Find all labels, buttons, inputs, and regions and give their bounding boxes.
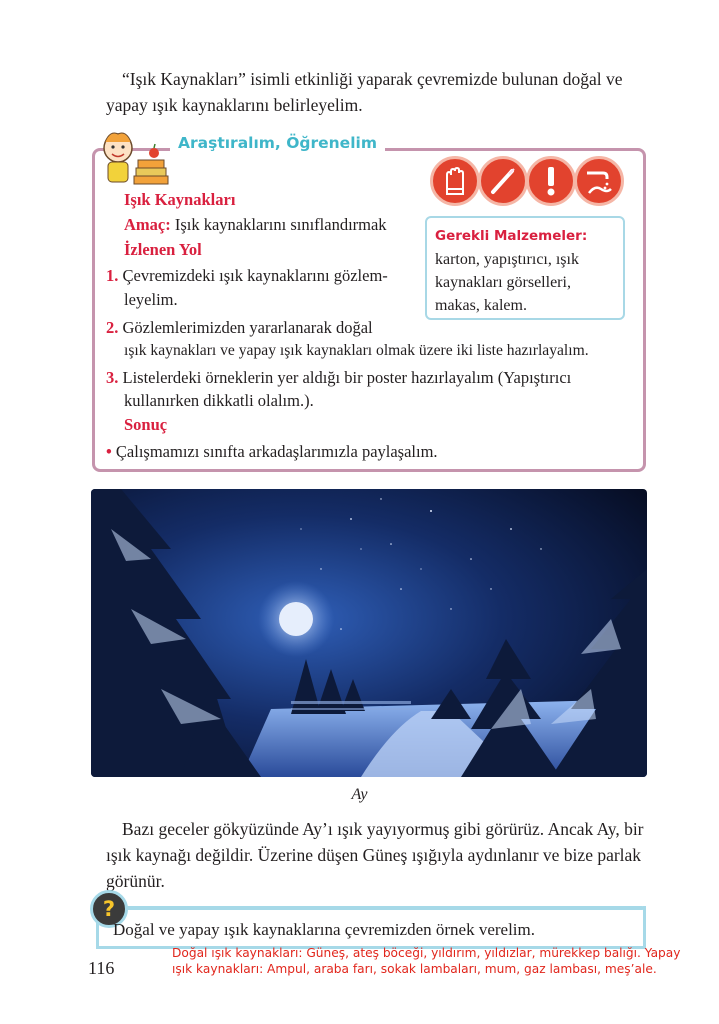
result-line <box>106 440 438 464</box>
page-number: 116 <box>88 958 115 978</box>
result-text: Çalışmamızı sınıfta arkadaşlarımızla paylaşalım. <box>115 442 438 461</box>
aim-label: Amaç: <box>124 215 171 234</box>
intro-paragraph: “Işık Kaynakları” isimli etkinliği yaparak çevremizde bulunan doğal ve yapay ışık kaynaklarını belirleyelim. <box>106 69 623 115</box>
question-text: Doğal ve yapay ışık kaynaklarına çevremizden örnek verelim. <box>113 920 535 939</box>
moon-forest-photo <box>91 489 647 777</box>
step-3 <box>106 366 571 390</box>
activity-title: Işık Kaynakları <box>124 190 236 209</box>
question-box-border <box>112 906 644 910</box>
materials-text: karton, yapıştırıcı, ışık kaynakları görselleri, makas, kalem. <box>435 251 579 314</box>
materials-box <box>425 216 625 320</box>
image-caption: Ay <box>351 786 368 803</box>
cutter-icon <box>478 156 528 206</box>
materials-label: Gerekli Malzemeler: <box>435 228 588 244</box>
gloves-icon <box>430 156 480 206</box>
aim-text: Işık kaynaklarını sınıflandırmak <box>170 215 387 234</box>
activity-tab-title: Araştıralım, Öğrenelim <box>170 134 385 152</box>
step-2 <box>106 316 373 340</box>
question-box-border <box>643 906 646 948</box>
step-text: Gözlemlerimizden yararlanarak doğal <box>122 318 373 337</box>
kid-with-books-icon <box>96 128 172 190</box>
warning-icon <box>526 156 576 206</box>
step-number: 3. <box>106 368 119 387</box>
handwritten-answer: Doğal ışık kaynakları: Güneş, ateş böceği, yıldırım, yıldızlar, mürekkep balığı. Yapay ışık kaynakları: Ampul, araba farı, sokak lambaları, mum, gaz lambası, meş’ale. <box>172 946 681 976</box>
step-number: 2. <box>106 318 119 337</box>
step-1 <box>106 264 388 288</box>
aim-line <box>124 213 387 237</box>
bullet: • <box>106 442 112 461</box>
moon-paragraph: Bazı geceler gökyüzünde Ay’ı ışık yayıyormuş gibi görürüz. Ancak Ay, bir ışık kaynağı değildir. Üzerine düşen Güneş ışığıyla aydınlanır ve bize parlak görünür. <box>106 819 644 891</box>
step-text: Listelerdeki örneklerin yer aldığı bir poster hazırlayalım (Yapıştırıcı <box>122 368 572 387</box>
procedure-label: İzlenen Yol <box>124 240 202 259</box>
question-mark-icon: ? <box>90 890 128 928</box>
step-2-cont: ışık kaynakları ve yapay ışık kaynakları olmak üzere iki liste hazırlayalım. <box>124 342 589 359</box>
step-3-cont: kullanırken dikkatli olalım.). <box>124 391 314 410</box>
step-number: 1. <box>106 266 119 285</box>
result-label: Sonuç <box>124 415 168 434</box>
hand-wash-icon <box>574 156 624 206</box>
step-1-cont: leyelim. <box>124 290 178 309</box>
step-text: Çevremizdeki ışık kaynaklarını gözlem- <box>122 266 388 285</box>
